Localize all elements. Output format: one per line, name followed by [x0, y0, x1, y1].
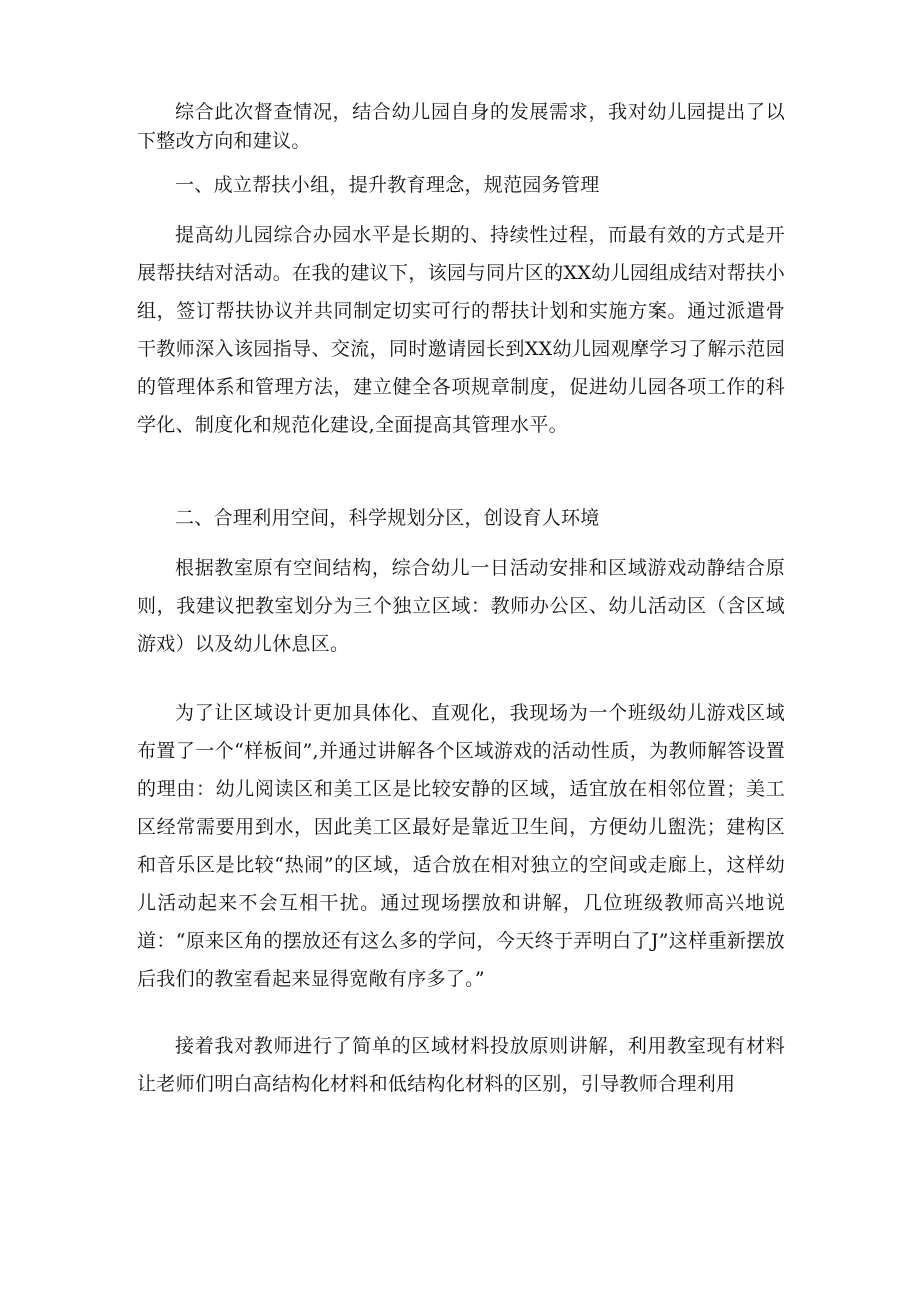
section-2-paragraph-3: 接着我对教师进行了简单的区域材料投放原则讲解，利用教室现有材料让老师们明白高结构化材料和低结构化材料的区别，引导教师合理利用 — [137, 1035, 785, 1095]
section-2-paragraph-1: 根据教室原有空间结构，综合幼儿一日活动安排和区域游戏动静结合原则，我建议把教室划分为三个独立区域：教师办公区、幼儿活动区（含区域游戏）以及幼儿休息区。 — [137, 557, 785, 655]
section-heading-1: 一、成立帮扶小组，提升教育理念，规范园务管理 — [175, 174, 600, 196]
section-2-paragraph-2: 为了让区域设计更加具体化、直观化，我现场为一个班级幼儿游戏区域布置了一个“样板间”,并通过讲解各个区域游戏的活动性质，为教师解答设置的理由：幼儿阅读区和美工区是比较安静的区域，适宜放在相邻位置；美工区经常需要用到水，因此美工区最好是靠近卫生间，方便幼儿盥洗；建构区和音乐区是比较“热闹”的区域，适合放在相对独立的空间或走廊上，这样幼儿活动起来不会互相干扰。通过现场摆放和讲解，几位班级教师高兴地说道：“原来区角的摆放还有这么多的学问，今天终于弄明白了J”这样重新摆放后我们的教室看起来显得宽敞有序多了。” — [137, 702, 785, 990]
section-1-paragraph: 提高幼儿园综合办园水平是长期的、持续性过程，而最有效的方式是开展帮扶结对活动。在我的建议下，该园与同片区的XX幼儿园组成结对帮扶小组，签订帮扶协议并共同制定切实可行的帮扶计划和实施方案。通过派遣骨干教师深入该园指导、交流，同时邀请园长到XX幼儿园观摩学习了解示范园的管理体系和管理方法，建立健全各项规章制度，促进幼儿园各项工作的科学化、制度化和规范化建设,全面提高其管理水平。 — [137, 224, 785, 436]
intro-paragraph: 综合此次督查情况，结合幼儿园自身的发展需求，我对幼儿园提出了以下整改方向和建议。 — [137, 101, 785, 152]
section-heading-2: 二、合理利用空间，科学规划分区，创设育人环境 — [175, 507, 600, 529]
